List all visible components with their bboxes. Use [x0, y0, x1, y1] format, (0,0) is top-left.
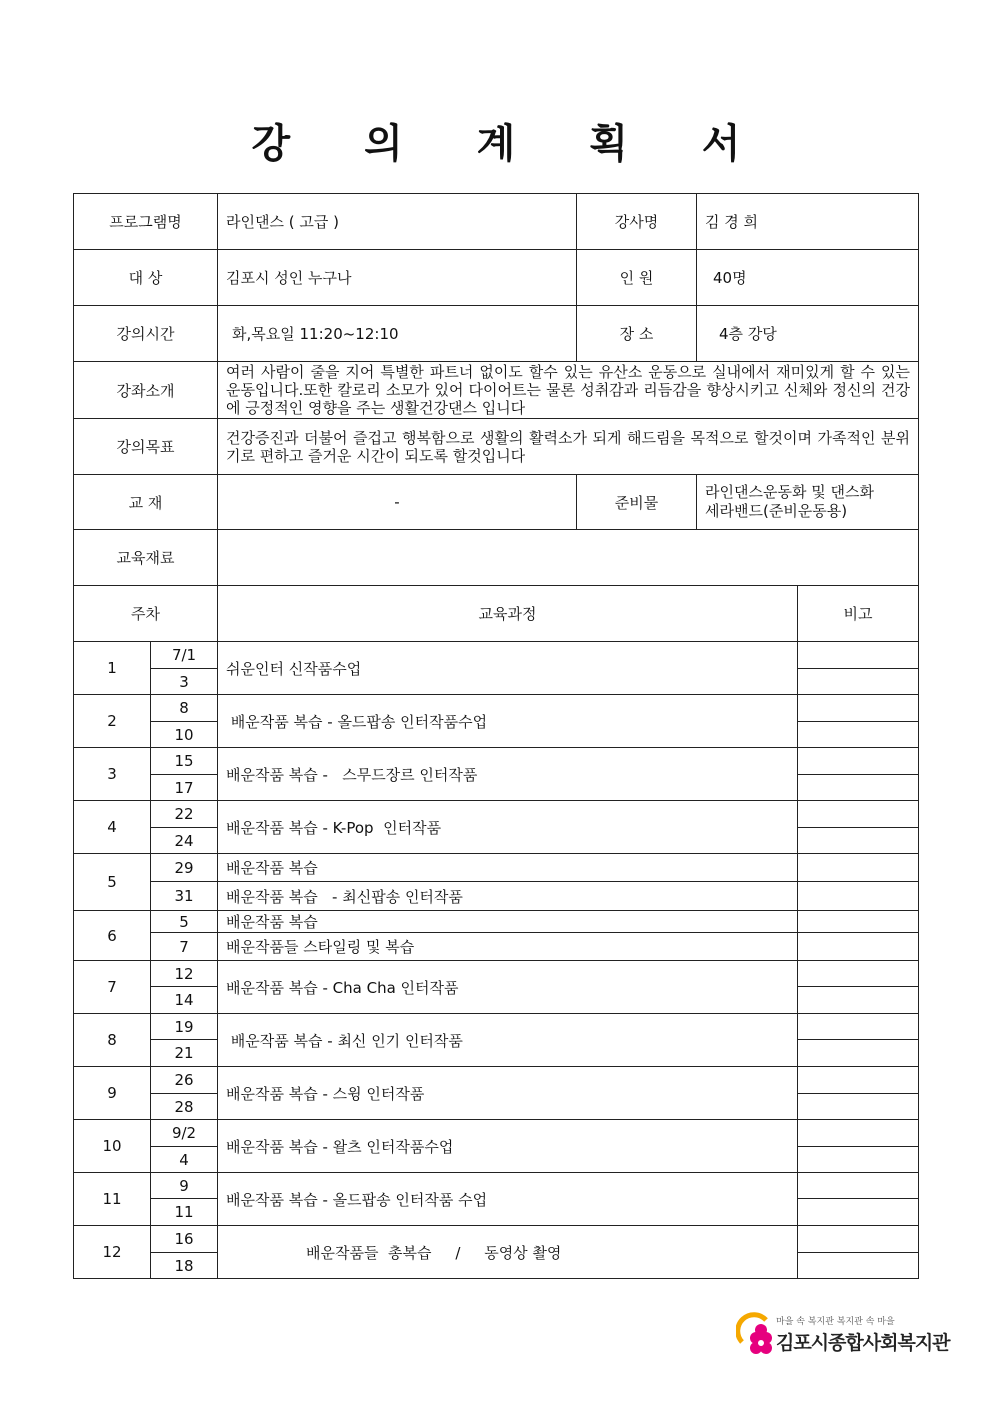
note-cell — [798, 933, 919, 961]
supplies-value — [697, 475, 919, 530]
note-cell — [798, 961, 919, 987]
note-header: 비고 — [798, 586, 919, 642]
supplies-line-2: 세라밴드(준비운동용) — [705, 502, 848, 520]
week-number: 8 — [74, 1014, 151, 1067]
week-number: 1 — [74, 642, 151, 695]
note-cell — [798, 854, 919, 882]
note-cell — [798, 1226, 919, 1253]
week-course: 배운작품 복습 - 왈츠 인터작품수업 — [218, 1120, 798, 1173]
week-number: 10 — [74, 1120, 151, 1173]
note-cell — [798, 911, 919, 933]
note-cell — [798, 1040, 919, 1067]
week-number: 7 — [74, 961, 151, 1014]
target-value: 김포시 성인 누구나 — [218, 250, 577, 306]
week-date: 29 — [151, 854, 218, 882]
week-number: 6 — [74, 911, 151, 961]
week-date: 14 — [151, 987, 218, 1014]
week-date: 31 — [151, 882, 218, 911]
week-date: 24 — [151, 828, 218, 854]
week-date: 22 — [151, 801, 218, 828]
week-number: 11 — [74, 1173, 151, 1226]
week-date: 9 — [151, 1173, 218, 1199]
material-value — [218, 530, 919, 586]
week-date: 16 — [151, 1226, 218, 1253]
week-date: 3 — [151, 669, 218, 695]
note-cell — [798, 1173, 919, 1199]
note-cell — [798, 1253, 919, 1279]
week-date: 18 — [151, 1253, 218, 1279]
note-cell — [798, 1147, 919, 1173]
week-course: 배운작품 복습 — [218, 854, 798, 882]
week-course: 배운작품 복습 - 스무드장르 인터작품 — [218, 748, 798, 801]
week-number: 5 — [74, 854, 151, 911]
intro-label: 강좌소개 — [74, 362, 218, 419]
week-course: 쉬운인터 신작품수업 — [218, 642, 798, 695]
week-course: 배운작품 복습 - 최신 인기 인터작품 — [218, 1014, 798, 1067]
note-cell — [798, 722, 919, 748]
week-date: 15 — [151, 748, 218, 775]
welfare-center-logo — [736, 1308, 950, 1366]
supplies-label: 준비물 — [577, 475, 697, 530]
week-date: 5 — [151, 911, 218, 933]
week-course: 배운작품 복습 - 올드팝송 인터작품수업 — [218, 695, 798, 748]
note-cell — [798, 669, 919, 695]
note-cell — [798, 1014, 919, 1040]
note-cell — [798, 642, 919, 669]
program-value: 라인댄스 ( 고급 ) — [218, 194, 577, 250]
note-cell — [798, 882, 919, 911]
week-date: 11 — [151, 1199, 218, 1226]
week-course: 배운작품 복습 - 스윙 인터작품 — [218, 1067, 798, 1120]
note-cell — [798, 801, 919, 828]
note-cell — [798, 1094, 919, 1120]
week-number: 9 — [74, 1067, 151, 1120]
note-cell — [798, 775, 919, 801]
week-course: 배운작품 복습 - 올드팝송 인터작품 수업 — [218, 1173, 798, 1226]
goal-value: 건강증진과 더불어 즐겁고 행복함으로 생활의 활력소가 되게 해드림을 목적으로 할것이며 가족적인 분위기로 편하고 즐거운 시간이 되도록 할것입니다 — [218, 419, 919, 475]
teacher-value: 김 경 희 — [697, 194, 919, 250]
logo-tagline: 마을 속 복지관 복지관 속 마을 — [776, 1317, 895, 1327]
week-date: 17 — [151, 775, 218, 801]
week-date: 12 — [151, 961, 218, 987]
week-header: 주차 — [74, 586, 218, 642]
week-date: 8 — [151, 695, 218, 722]
lecture-plan-table — [73, 193, 919, 1279]
week-date: 26 — [151, 1067, 218, 1094]
flower-logo-icon — [736, 1308, 776, 1366]
document-title: 강 의 계 획 서 — [251, 120, 771, 167]
textbook-label: 교 재 — [74, 475, 218, 530]
note-cell — [798, 1199, 919, 1226]
time-value: 화,목요일 11:20~12:10 — [218, 306, 577, 362]
week-date: 7/1 — [151, 642, 218, 669]
week-date: 9/2 — [151, 1120, 218, 1147]
course-header: 교육과정 — [218, 586, 798, 642]
program-label: 프로그램명 — [74, 194, 218, 250]
week-date: 4 — [151, 1147, 218, 1173]
week-number: 12 — [74, 1226, 151, 1279]
week-date: 19 — [151, 1014, 218, 1040]
week-course: 배운작품들 총복습 / 동영상 촬영 — [218, 1226, 798, 1279]
teacher-label: 강사명 — [577, 194, 697, 250]
headcount-label: 인 원 — [577, 250, 697, 306]
note-cell — [798, 828, 919, 854]
week-course: 배운작품 복습 - Cha Cha 인터작품 — [218, 961, 798, 1014]
logo-name: 김포시종합사회복지관 — [776, 1332, 950, 1354]
place-value: 4층 강당 — [697, 306, 919, 362]
week-course: 배운작품 복습 - 최신팝송 인터작품 — [218, 882, 798, 911]
note-cell — [798, 695, 919, 722]
goal-label: 강의목표 — [74, 419, 218, 475]
week-date: 21 — [151, 1040, 218, 1067]
time-label: 강의시간 — [74, 306, 218, 362]
note-cell — [798, 748, 919, 775]
week-course: 배운작품들 스타일링 및 복습 — [218, 933, 798, 961]
week-number: 2 — [74, 695, 151, 748]
week-course: 배운작품 복습 — [218, 911, 798, 933]
week-course: 배운작품 복습 - K-Pop 인터작품 — [218, 801, 798, 854]
note-cell — [798, 1067, 919, 1094]
headcount-value: 40명 — [697, 250, 919, 306]
week-number: 4 — [74, 801, 151, 854]
material-label: 교육재료 — [74, 530, 218, 586]
week-date: 10 — [151, 722, 218, 748]
week-date: 7 — [151, 933, 218, 961]
textbook-value: - — [218, 475, 577, 530]
week-number: 3 — [74, 748, 151, 801]
target-label: 대 상 — [74, 250, 218, 306]
note-cell — [798, 987, 919, 1014]
intro-value: 여러 사람이 줄을 지어 특별한 파트너 없이도 할수 있는 유산소 운동으로 실내에서 재미있게 할 수 있는 운동입니다.또한 칼로리 소모가 있어 다이어트는 물론 성취감과 리듬감을 향상시키고 신체와 정신의 건강에 긍정적인 영향을 주는 생활건강댄스 입니다 — [218, 362, 919, 419]
week-date: 28 — [151, 1094, 218, 1120]
supplies-line-1: 라인댄스운동화 및 댄스화 — [705, 483, 874, 501]
note-cell — [798, 1120, 919, 1147]
place-label: 장 소 — [577, 306, 697, 362]
